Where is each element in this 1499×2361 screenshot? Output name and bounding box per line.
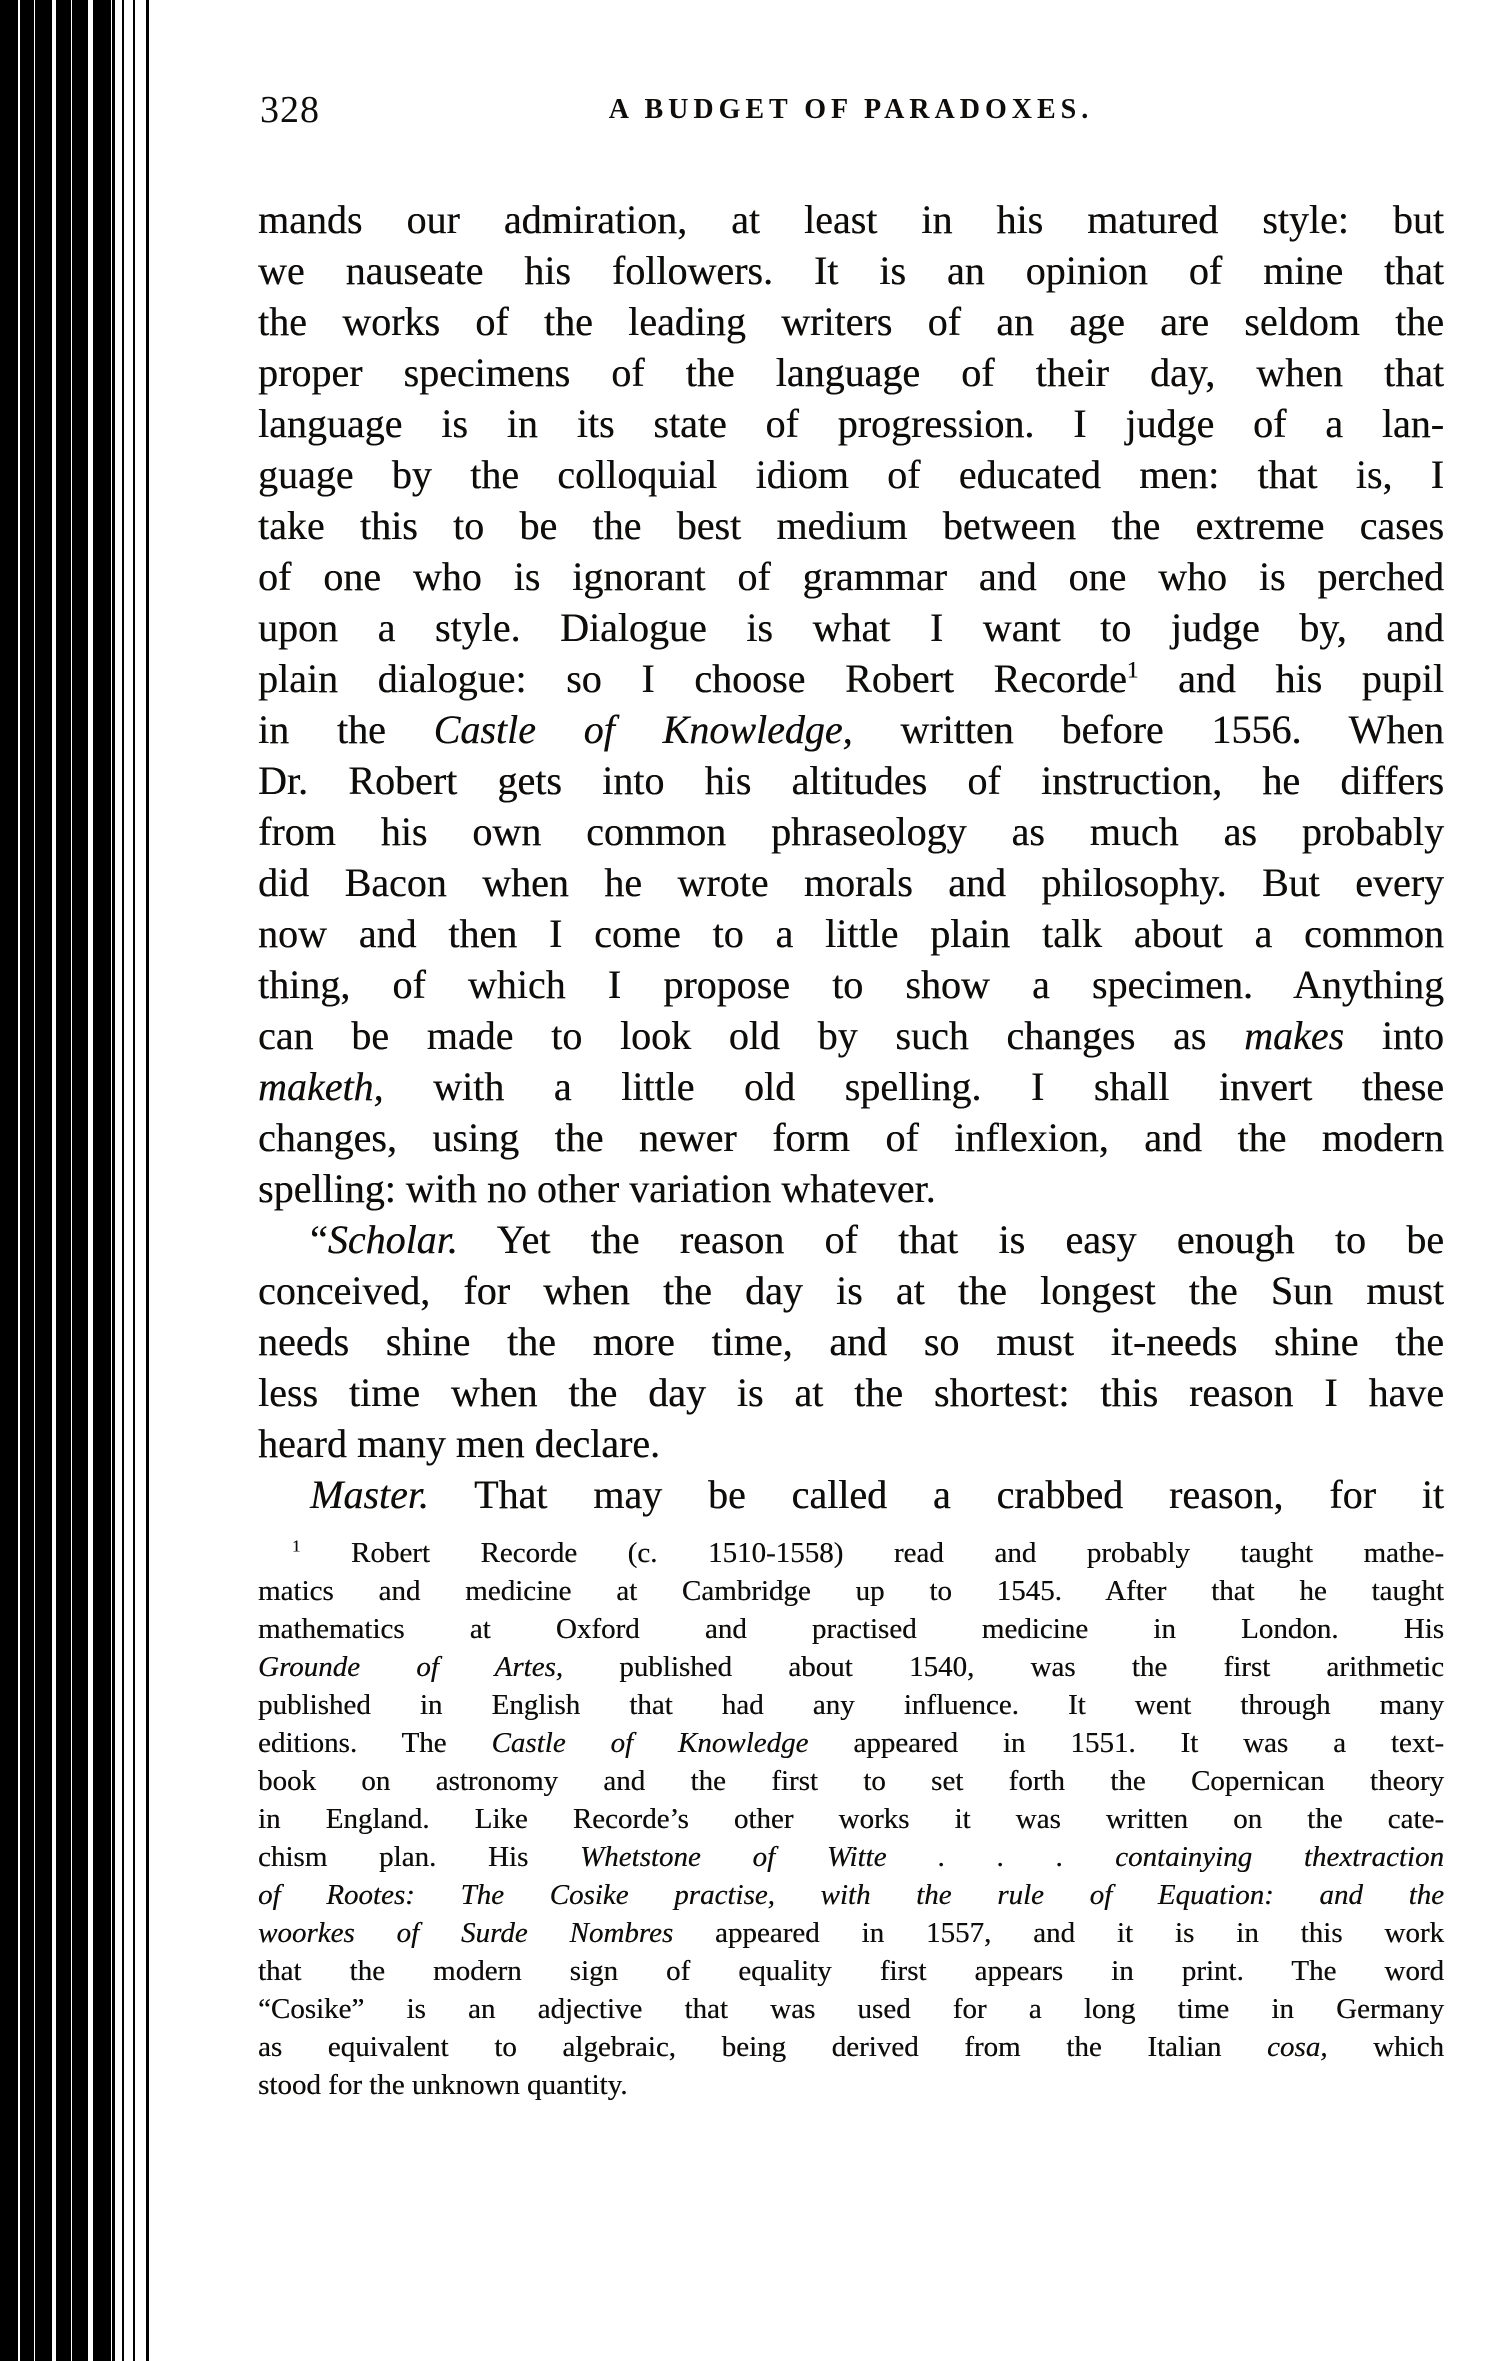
text-line: from his own common phraseology as much as probably — [258, 809, 1444, 854]
text-line: less time when the day is at the shortest: this reason I have — [258, 1370, 1444, 1415]
text-line: matics and medicine at Cambridge up to 1545. After that he taught — [258, 1575, 1444, 1607]
text-line: we nauseate his followers. It is an opinion of mine that — [258, 248, 1444, 293]
body-text — [258, 194, 1444, 1520]
text-line: stood for the unknown quantity. — [258, 2069, 628, 2101]
text-line: as equivalent to algebraic, being derived from the Italian cosa, which — [258, 2031, 1444, 2063]
text-line: in England. Like Recorde’s other works it was written on the cate- — [258, 1803, 1444, 1835]
text-line: heard many men declare. — [258, 1421, 661, 1466]
text-line: that the modern sign of equality first appears in print. The word — [258, 1955, 1444, 1987]
text-line: needs shine the more time, and so must it-needs shine the — [258, 1319, 1444, 1364]
text-line: proper specimens of the language of their day, when that — [258, 350, 1444, 395]
text-line: now and then I come to a little plain talk about a common — [258, 911, 1444, 956]
gutter-streaks — [112, 0, 150, 2361]
text-line: changes, using the newer form of inflexion, and the modern — [258, 1115, 1444, 1160]
text-line: plain dialogue: so I choose Robert Recorde$^1$ and his pupil — [258, 656, 1444, 701]
text-line: guage by the colloquial idiom of educated men: that is, I — [258, 452, 1444, 497]
text-line: “Scholar. Yet the reason of that is easy enough to be — [310, 1217, 1444, 1262]
text-line: chism plan. His Whetstone of Witte . . . containying thextraction — [258, 1841, 1444, 1873]
text-line: did Bacon when he wrote morals and philosophy. But every — [258, 860, 1444, 905]
text-line: spelling: with no other variation whatever. — [258, 1166, 936, 1211]
text-line: thing, of which I propose to show a specimen. Anything — [258, 962, 1444, 1007]
text-line: editions. The Castle of Knowledge appeared in 1551. It was a text- — [258, 1727, 1445, 1759]
text-line: upon a style. Dialogue is what I want to judge by, and — [258, 605, 1444, 650]
text-line: language is in its state of progression. I judge of a lan- — [258, 401, 1444, 446]
text-line: Dr. Robert gets into his altitudes of instruction, he differs — [258, 758, 1444, 803]
running-title: A BUDGET OF PARADOXES. — [608, 94, 1094, 125]
text-line: mands our admiration, at least in his matured style: but — [258, 197, 1444, 242]
page-header — [258, 84, 1444, 130]
text-line: conceived, for when the day is at the longest the Sun must — [258, 1268, 1444, 1313]
gutter-dark-band — [0, 0, 112, 2361]
text-line: of one who is ignorant of grammar and one who is perched — [258, 554, 1444, 599]
text-line: of Rootes: The Cosike practise, with the rule of Equation: and the — [258, 1879, 1444, 1911]
page-number: 328 — [260, 89, 320, 131]
text-line: Master. That may be called a crabbed reason, for it — [310, 1472, 1444, 1517]
text-line: $^1$ Robert Recorde (c. 1510-1558) read and probably taught mathe- — [292, 1536, 1444, 1569]
text-line: mathematics at Oxford and practised medicine in London. His — [258, 1613, 1444, 1645]
text-line: the works of the leading writers of an age are seldom the — [258, 299, 1444, 344]
text-line: can be made to look old by such changes as makes into — [258, 1013, 1444, 1058]
text-line: “Cosike” is an adjective that was used for a long time in Germany — [258, 1993, 1444, 2025]
text-line: book on astronomy and the first to set forth the Copernican theory — [258, 1765, 1444, 1797]
text-line: in the Castle of Knowledge, written before 1556. When — [258, 707, 1444, 752]
text-line: woorkes of Surde Nombres appeared in 1557, and it is in this work — [258, 1917, 1444, 1949]
text-line: published in English that had any influence. It went through many — [258, 1689, 1444, 1721]
binding-shadow-artifact — [0, 0, 150, 2361]
text-line: maketh, with a little old spelling. I shall invert these — [258, 1064, 1444, 1109]
footnote — [258, 1534, 1444, 2104]
text-line: Grounde of Artes, published about 1540, was the first arithmetic — [258, 1651, 1444, 1683]
text-line: take this to be the best medium between the extreme cases — [258, 503, 1444, 548]
